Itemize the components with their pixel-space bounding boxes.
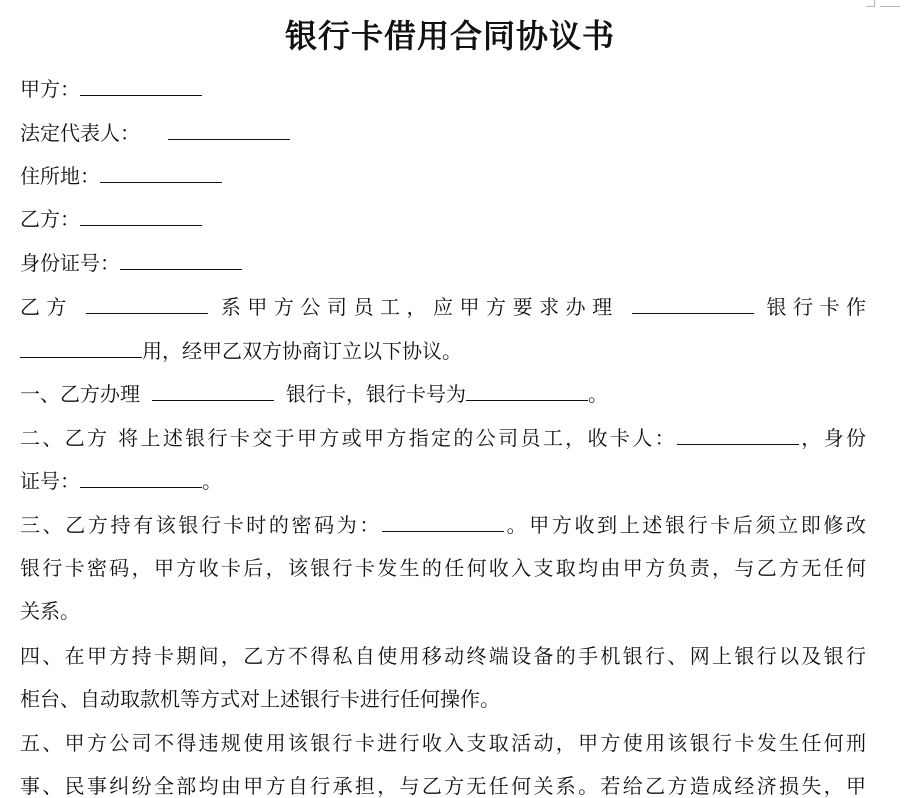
address-blank [100, 160, 222, 183]
clause-text: 柜台、自动取款机等方式对上述银行卡进行任何操作。 [20, 687, 500, 711]
clause-text: 证号： [20, 469, 80, 493]
clause-text: 二、乙方 将上述银行卡交于甲方或甲方指定的公司员工，收卡人： [20, 426, 677, 450]
clause-3-line2 [20, 553, 866, 583]
clause-text: 银行卡密码，甲方收卡后，该银行卡发生的任何收入支取均由甲方负责，与乙方无任何 [20, 556, 866, 580]
address-line [20, 160, 222, 191]
clause-2-line2 [20, 465, 222, 496]
clause-text: 四、在甲方持卡期间，乙方不得私自使用移动终端设备的手机银行、网上银行以及银行 [20, 644, 866, 668]
clause-1-bank-blank [152, 378, 274, 401]
recipient-blank [677, 422, 799, 445]
intro-paragraph [20, 291, 866, 322]
clause-text: 银行卡，银行卡号为 [286, 382, 466, 406]
intro-text: 乙方 [20, 295, 74, 319]
clause-2 [20, 422, 866, 453]
recipient-id-blank [80, 465, 202, 488]
intro-text: 系甲方公司员工，应甲方要求办理 [220, 295, 619, 319]
legal-rep-label: 法定代表人： [20, 121, 140, 145]
page-corner-mark [866, 0, 875, 7]
clause-3 [20, 509, 866, 540]
card-number-blank [466, 378, 588, 401]
clause-text: ，身份 [798, 426, 867, 450]
clause-text: 。 [202, 469, 222, 493]
clause-text: 。甲方收到上述银行卡后须立即修改 [504, 513, 866, 537]
id-blank [120, 247, 242, 270]
page-corner-mark [880, 0, 900, 7]
id-line [20, 247, 242, 278]
clause-text: 。 [588, 382, 608, 406]
clause-text: 事、民事纠纷全部均由甲方自行承担，与乙方无任何关系。若给乙方造成经济损失，甲 [20, 774, 866, 798]
bank-name-blank [632, 291, 754, 314]
clause-3-line3 [20, 596, 80, 626]
party-b-line [20, 203, 202, 234]
clause-text: 关系。 [20, 599, 80, 623]
clause-text: 五、甲方公司不得违规使用该银行卡进行收入支取活动，甲方使用该银行卡发生任何刑 [20, 731, 866, 755]
usage-blank [20, 335, 142, 358]
intro-paragraph-line2 [20, 335, 462, 366]
party-a-line [20, 73, 202, 104]
clause-text: 一、乙方办理 [20, 382, 140, 406]
legal-rep-line [20, 117, 290, 148]
clause-5 [20, 728, 866, 758]
clause-5-line2 [20, 771, 866, 798]
clause-1 [20, 378, 608, 409]
intro-blank [86, 291, 208, 314]
password-blank [382, 509, 504, 532]
clause-4-line2 [20, 684, 500, 714]
party-b-blank [80, 203, 202, 226]
address-label: 住所地： [20, 164, 100, 188]
clause-4 [20, 641, 866, 671]
legal-rep-blank [168, 117, 290, 140]
intro-text: 银行卡作 [766, 295, 867, 319]
id-label: 身份证号： [20, 251, 120, 275]
party-a-label: 甲方： [20, 77, 80, 101]
party-b-label: 乙方： [20, 207, 80, 231]
document-title: 银行卡借用合同协议书 [284, 17, 615, 55]
clause-text: 三、乙方持有该银行卡时的密码为： [20, 513, 382, 537]
intro-text: 用，经甲乙双方协商订立以下协议。 [142, 339, 462, 363]
party-a-blank [80, 73, 202, 96]
